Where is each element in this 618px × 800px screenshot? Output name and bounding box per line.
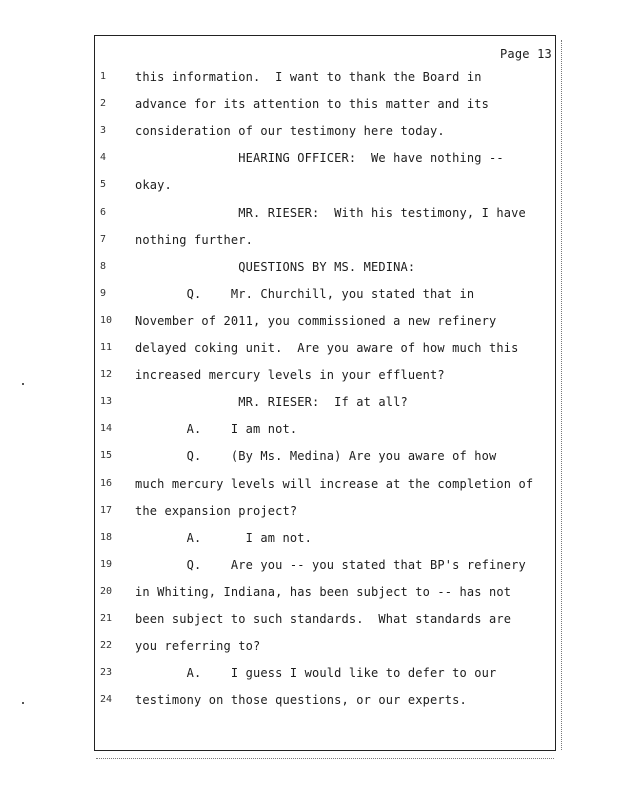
line-number: 15 [100, 450, 113, 462]
transcript-line [0, 395, 618, 415]
line-number: 17 [100, 504, 113, 516]
line-number: 7 [100, 233, 107, 245]
line-text: A. I guess I would like to defer to our [135, 666, 497, 681]
transcript-line [0, 233, 618, 253]
transcript-line [0, 666, 618, 686]
line-text: Q. Are you -- you stated that BP's refinery [135, 557, 526, 572]
line-text: Q. Mr. Churchill, you stated that in [135, 286, 475, 301]
line-text: the expansion project? [135, 503, 298, 518]
line-text: delayed coking unit. Are you aware of how much this [135, 341, 519, 355]
line-number: 16 [100, 477, 113, 489]
transcript-line [0, 70, 618, 90]
line-text: okay. [135, 178, 172, 193]
line-text: A. I am not. [135, 530, 312, 545]
line-text: much mercury levels will increase at the completion of [135, 476, 534, 491]
transcript-line [0, 97, 618, 117]
transcript-line [0, 287, 618, 307]
line-number: 24 [100, 694, 113, 706]
line-number: 22 [100, 640, 113, 652]
page-number: Page 13 [500, 47, 552, 61]
transcript-line [0, 260, 618, 280]
line-text: been subject to such standards. What standards are [135, 612, 512, 626]
line-number: 19 [100, 558, 113, 570]
line-number: 3 [100, 125, 107, 137]
line-number: 5 [100, 179, 107, 191]
line-number: 2 [100, 98, 107, 110]
transcript-line [0, 449, 618, 469]
line-text: you referring to? [135, 639, 261, 654]
line-number: 13 [100, 396, 113, 408]
transcript-line [0, 341, 618, 361]
transcript-line [0, 314, 618, 334]
transcript-line [0, 178, 618, 198]
line-text: QUESTIONS BY MS. MEDINA: [135, 259, 416, 274]
line-text: HEARING OFFICER: We have nothing -- [135, 151, 504, 166]
line-number: 18 [100, 531, 113, 543]
line-number: 6 [100, 206, 107, 218]
line-number: 10 [100, 314, 113, 326]
line-text: this information. I want to thank the Board in [135, 70, 482, 84]
transcript-line [0, 585, 618, 605]
transcript-line [0, 477, 618, 497]
line-text: MR. RIESER: If at all? [135, 395, 408, 410]
transcript-line [0, 693, 618, 713]
transcript-line [0, 206, 618, 226]
line-number: 9 [100, 287, 107, 299]
line-text: in Whiting, Indiana, has been subject to -- has not [135, 584, 512, 599]
transcript-line [0, 124, 618, 144]
transcript-line [0, 422, 618, 442]
line-text: A. I am not. [135, 422, 298, 437]
line-number: 21 [100, 613, 113, 624]
transcript-line [0, 504, 618, 524]
line-text: advance for its attention to this matter and its [135, 97, 489, 112]
line-text: nothing further. [135, 232, 253, 247]
line-number: 23 [100, 667, 113, 679]
line-number: 4 [100, 152, 107, 164]
line-number: 20 [100, 585, 113, 597]
transcript-line [0, 151, 618, 171]
line-text: consideration of our testimony here today. [135, 124, 445, 139]
line-text: MR. RIESER: With his testimony, I have [135, 205, 526, 220]
line-number: 12 [100, 369, 113, 381]
transcript-line [0, 558, 618, 578]
line-text: Q. (By Ms. Medina) Are you aware of how [135, 449, 497, 464]
line-text: increased mercury levels in your effluent? [135, 368, 445, 383]
transcript-line [0, 531, 618, 551]
transcript-line [0, 612, 618, 632]
line-number: 11 [100, 342, 113, 353]
line-number: 14 [100, 423, 113, 435]
transcript-line [0, 639, 618, 659]
line-text: November of 2011, you commissioned a new refinery [135, 313, 497, 328]
line-text: testimony on those questions, or our experts. [135, 693, 467, 708]
line-number: 8 [100, 260, 107, 272]
line-number: 1 [100, 71, 107, 82]
transcript-line [0, 368, 618, 388]
